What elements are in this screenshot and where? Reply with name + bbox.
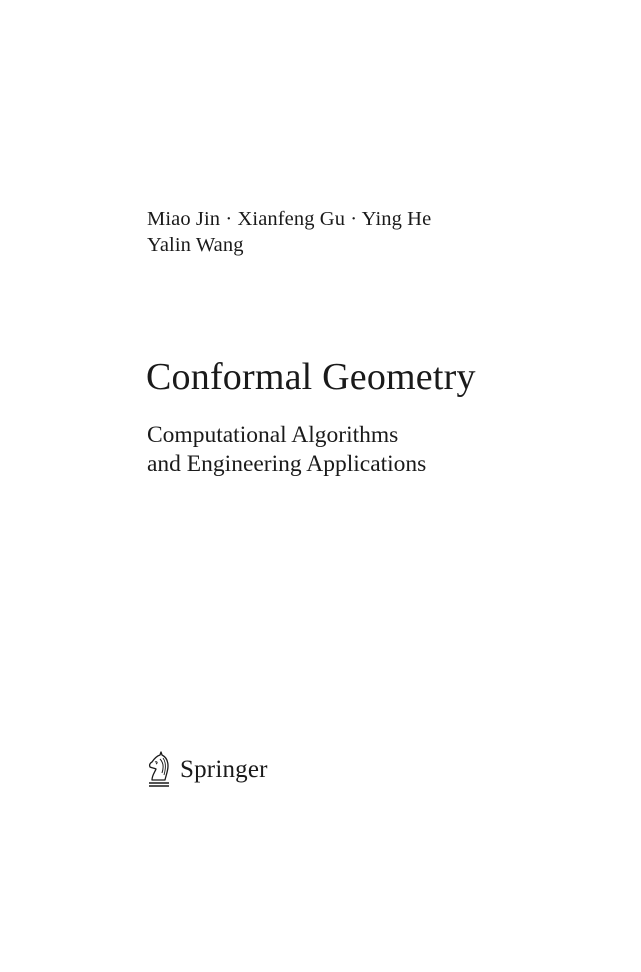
publisher-name: Springer: [180, 756, 268, 783]
springer-horse-logo-icon: [146, 751, 172, 789]
author-line-2: Yalin Wang: [147, 234, 244, 256]
publisher-imprint: [146, 750, 268, 790]
subtitle-line-1: Computational Algorithms: [147, 422, 399, 448]
author-list: [147, 206, 431, 258]
book-title: Conformal Geometry: [146, 356, 476, 398]
book-subtitle: [147, 421, 426, 479]
subtitle-line-2: and Engineering Applications: [147, 451, 427, 477]
author-line-1: Miao Jin · Xianfeng Gu · Ying He: [147, 208, 432, 230]
